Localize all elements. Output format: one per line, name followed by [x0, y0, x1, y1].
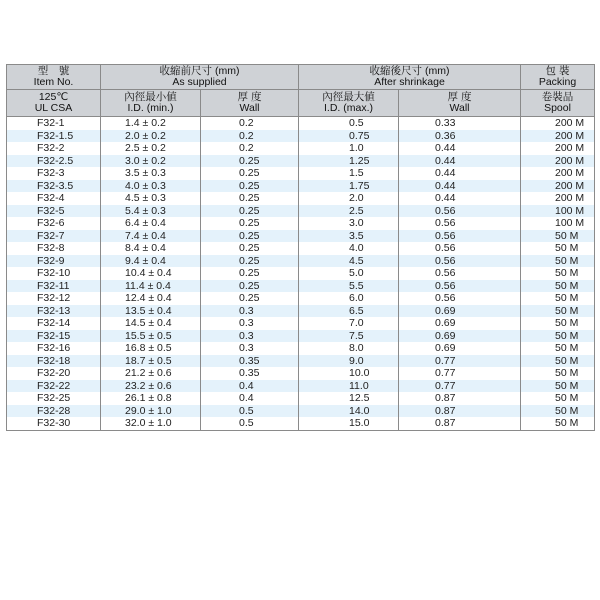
- item-no-header-zh: 型 號: [37, 65, 70, 77]
- table-row: [7, 142, 595, 155]
- wall-shrunk-cell: 0.69: [399, 305, 521, 318]
- spool-cell: 50 M: [521, 355, 595, 368]
- spool-cell: 200 M: [521, 167, 595, 180]
- header-row-sub: [7, 90, 595, 117]
- id-min-cell: 16.8 ± 0.5: [101, 342, 201, 355]
- id-max-cell: 3.5: [299, 230, 399, 243]
- id-max-cell: 11.0: [299, 380, 399, 393]
- wall-shrunk-cell: 0.87: [399, 392, 521, 405]
- id-min-cell: 9.4 ± 0.4: [101, 255, 201, 268]
- wall-shrunk-cell: 0.56: [399, 280, 521, 293]
- item-no-cell: F32-14: [7, 317, 101, 330]
- wall-supplied-cell: 0.35: [201, 355, 299, 368]
- item-no-cell: F32-9: [7, 255, 101, 268]
- wall-shrunk-cell: 0.87: [399, 405, 521, 418]
- item-no-cell: F32-18: [7, 355, 101, 368]
- item-no-header: [7, 65, 101, 90]
- id-max-cell: 1.0: [299, 142, 399, 155]
- wall-shrunk-cell: 0.33: [399, 117, 521, 130]
- as-supplied-header-zh: 收縮前尺寸 (mm): [159, 65, 240, 77]
- wall-shrunk-cell: 0.44: [399, 155, 521, 168]
- item-no-cell: F32-28: [7, 405, 101, 418]
- spool-cell: 50 M: [521, 417, 595, 430]
- packing-header-en: Packing: [538, 76, 577, 88]
- wall-shrunk-cell: 0.69: [399, 342, 521, 355]
- spool-cell: 200 M: [521, 142, 595, 155]
- wall-shrunk-cell: 0.77: [399, 355, 521, 368]
- table-row: [7, 130, 595, 143]
- item-no-cell: F32-13: [7, 305, 101, 318]
- table-row: [7, 280, 595, 293]
- id-min-cell: 2.5 ± 0.2: [101, 142, 201, 155]
- table-row: [7, 305, 595, 318]
- id-min-cell: 12.4 ± 0.4: [101, 292, 201, 305]
- id-max-cell: 5.5: [299, 280, 399, 293]
- spool-cell: 50 M: [521, 330, 595, 343]
- wall-shrunk-cell: 0.69: [399, 317, 521, 330]
- after-shrinkage-header-en: After shrinkage: [374, 76, 445, 88]
- wall-shrunk-header: [399, 90, 521, 117]
- id-min-cell: 23.2 ± 0.6: [101, 380, 201, 393]
- table-row: [7, 167, 595, 180]
- wall-shrunk-header-en: Wall: [449, 102, 470, 114]
- temperature-rating: 125℃: [38, 91, 69, 103]
- wall-supplied-header-en: Wall: [239, 102, 260, 114]
- wall-supplied-cell: 0.3: [201, 330, 299, 343]
- table-row: [7, 230, 595, 243]
- spool-cell: 100 M: [521, 205, 595, 218]
- item-no-cell: F32-12: [7, 292, 101, 305]
- wall-shrunk-cell: 0.56: [399, 230, 521, 243]
- wall-supplied-header: [201, 90, 299, 117]
- wall-shrunk-cell: 0.56: [399, 255, 521, 268]
- spool-cell: 200 M: [521, 155, 595, 168]
- spool-cell: 100 M: [521, 217, 595, 230]
- table-row: [7, 205, 595, 218]
- id-min-cell: 15.5 ± 0.5: [101, 330, 201, 343]
- wall-supplied-cell: 0.2: [201, 142, 299, 155]
- id-min-cell: 1.4 ± 0.2: [101, 117, 201, 130]
- id-min-cell: 10.4 ± 0.4: [101, 267, 201, 280]
- item-no-cell: F32-22: [7, 380, 101, 393]
- id-max-cell: 10.0: [299, 367, 399, 380]
- after-shrinkage-header-zh: 收縮後尺寸 (mm): [369, 65, 450, 77]
- table-row: [7, 355, 595, 368]
- spool-cell: 50 M: [521, 317, 595, 330]
- header-row-main: [7, 65, 595, 90]
- table-row: [7, 292, 595, 305]
- spool-cell: 50 M: [521, 280, 595, 293]
- wall-shrunk-cell: 0.56: [399, 242, 521, 255]
- table-row: [7, 267, 595, 280]
- id-min-cell: 26.1 ± 0.8: [101, 392, 201, 405]
- certification: UL CSA: [34, 102, 73, 114]
- wall-supplied-cell: 0.4: [201, 380, 299, 393]
- spool-cell: 50 M: [521, 267, 595, 280]
- wall-shrunk-cell: 0.69: [399, 330, 521, 343]
- wall-shrunk-cell: 0.56: [399, 217, 521, 230]
- item-no-cell: F32-10: [7, 267, 101, 280]
- item-no-cell: F32-15: [7, 330, 101, 343]
- table-row: [7, 417, 595, 430]
- id-max-cell: 6.0: [299, 292, 399, 305]
- table-row: [7, 317, 595, 330]
- id-max-cell: 4.0: [299, 242, 399, 255]
- spec-table: [6, 64, 595, 431]
- id-min-cell: 18.7 ± 0.5: [101, 355, 201, 368]
- as-supplied-header-en: As supplied: [172, 76, 227, 88]
- wall-supplied-cell: 0.25: [201, 205, 299, 218]
- item-no-cell: F32-2: [7, 142, 101, 155]
- spool-cell: 50 M: [521, 242, 595, 255]
- spool-cell: 50 M: [521, 405, 595, 418]
- wall-shrunk-cell: 0.44: [399, 167, 521, 180]
- id-max-cell: 3.0: [299, 217, 399, 230]
- table-row: [7, 155, 595, 168]
- table-row: [7, 117, 595, 130]
- id-min-cell: 11.4 ± 0.4: [101, 280, 201, 293]
- packing-header: [521, 65, 595, 90]
- id-min-cell: 8.4 ± 0.4: [101, 242, 201, 255]
- id-max-cell: 12.5: [299, 392, 399, 405]
- id-min-cell: 7.4 ± 0.4: [101, 230, 201, 243]
- id-max-header: [299, 90, 399, 117]
- id-max-cell: 2.0: [299, 192, 399, 205]
- wall-supplied-cell: 0.3: [201, 342, 299, 355]
- item-no-cell: F32-3.5: [7, 180, 101, 193]
- table-row: [7, 192, 595, 205]
- spool-cell: 50 M: [521, 392, 595, 405]
- wall-supplied-cell: 0.25: [201, 167, 299, 180]
- item-no-cell: F32-11: [7, 280, 101, 293]
- table-row: [7, 180, 595, 193]
- id-min-cell: 3.0 ± 0.2: [101, 155, 201, 168]
- id-min-header-zh: 內徑最小値: [124, 91, 177, 103]
- wall-supplied-cell: 0.2: [201, 130, 299, 143]
- id-max-cell: 2.5: [299, 205, 399, 218]
- wall-supplied-cell: 0.25: [201, 192, 299, 205]
- wall-supplied-cell: 0.5: [201, 405, 299, 418]
- id-max-cell: 4.5: [299, 255, 399, 268]
- item-no-cell: F32-6: [7, 217, 101, 230]
- spool-header-zh: 卷裝品: [541, 91, 574, 103]
- spool-cell: 50 M: [521, 230, 595, 243]
- table-body: [7, 117, 595, 431]
- id-min-header-en: I.D. (min.): [127, 102, 174, 114]
- wall-supplied-cell: 0.25: [201, 255, 299, 268]
- spool-cell: 50 M: [521, 367, 595, 380]
- wall-shrunk-cell: 0.87: [399, 417, 521, 430]
- after-shrinkage-header: [299, 65, 521, 90]
- spool-cell: 50 M: [521, 380, 595, 393]
- wall-supplied-cell: 0.3: [201, 305, 299, 318]
- spool-cell: 200 M: [521, 192, 595, 205]
- item-no-cell: F32-1: [7, 117, 101, 130]
- item-no-cell: F32-30: [7, 417, 101, 430]
- id-max-cell: 0.75: [299, 130, 399, 143]
- wall-supplied-cell: 0.25: [201, 267, 299, 280]
- wall-supplied-cell: 0.25: [201, 217, 299, 230]
- wall-shrunk-cell: 0.77: [399, 380, 521, 393]
- table-row: [7, 367, 595, 380]
- id-max-header-zh: 內徑最大値: [322, 91, 375, 103]
- wall-supplied-cell: 0.25: [201, 280, 299, 293]
- table-row: [7, 392, 595, 405]
- item-no-cell: F32-4: [7, 192, 101, 205]
- id-min-cell: 2.0 ± 0.2: [101, 130, 201, 143]
- wall-supplied-cell: 0.25: [201, 292, 299, 305]
- wall-shrunk-cell: 0.44: [399, 192, 521, 205]
- id-max-cell: 1.25: [299, 155, 399, 168]
- spool-cell: 50 M: [521, 305, 595, 318]
- wall-shrunk-cell: 0.56: [399, 205, 521, 218]
- wall-shrunk-cell: 0.44: [399, 142, 521, 155]
- item-no-header-en: Item No.: [33, 76, 74, 88]
- table-row: [7, 217, 595, 230]
- table-row: [7, 242, 595, 255]
- item-no-cell: F32-16: [7, 342, 101, 355]
- id-min-cell: 29.0 ± 1.0: [101, 405, 201, 418]
- id-max-cell: 0.5: [299, 117, 399, 130]
- table-row: [7, 330, 595, 343]
- item-no-cell: F32-3: [7, 167, 101, 180]
- id-min-cell: 4.5 ± 0.3: [101, 192, 201, 205]
- item-no-cell: F32-1.5: [7, 130, 101, 143]
- spool-cell: 50 M: [521, 292, 595, 305]
- item-no-cell: F32-7: [7, 230, 101, 243]
- wall-supplied-cell: 0.35: [201, 367, 299, 380]
- wall-shrunk-cell: 0.77: [399, 367, 521, 380]
- wall-supplied-cell: 0.3: [201, 317, 299, 330]
- id-max-cell: 8.0: [299, 342, 399, 355]
- wall-shrunk-cell: 0.44: [399, 180, 521, 193]
- wall-supplied-cell: 0.25: [201, 230, 299, 243]
- wall-shrunk-cell: 0.36: [399, 130, 521, 143]
- id-max-cell: 1.5: [299, 167, 399, 180]
- id-max-cell: 7.5: [299, 330, 399, 343]
- id-min-cell: 21.2 ± 0.6: [101, 367, 201, 380]
- spool-cell: 50 M: [521, 255, 595, 268]
- item-no-cell: F32-2.5: [7, 155, 101, 168]
- packing-header-zh: 包 裝: [545, 65, 570, 77]
- item-no-cell: F32-20: [7, 367, 101, 380]
- id-min-cell: 3.5 ± 0.3: [101, 167, 201, 180]
- wall-shrunk-header-zh: 厚 度: [447, 91, 472, 103]
- id-max-cell: 1.75: [299, 180, 399, 193]
- as-supplied-header: [101, 65, 299, 90]
- item-no-cell: F32-5: [7, 205, 101, 218]
- wall-supplied-cell: 0.4: [201, 392, 299, 405]
- spool-cell: 200 M: [521, 130, 595, 143]
- spool-cell: 200 M: [521, 180, 595, 193]
- wall-supplied-header-zh: 厚 度: [237, 91, 262, 103]
- id-max-cell: 5.0: [299, 267, 399, 280]
- wall-supplied-cell: 0.2: [201, 117, 299, 130]
- table-row: [7, 405, 595, 418]
- table-row: [7, 342, 595, 355]
- spool-header-en: Spool: [544, 102, 571, 114]
- id-max-cell: 15.0: [299, 417, 399, 430]
- wall-supplied-cell: 0.25: [201, 155, 299, 168]
- rating-header: [7, 90, 101, 117]
- id-max-cell: 14.0: [299, 405, 399, 418]
- id-min-cell: 13.5 ± 0.4: [101, 305, 201, 318]
- id-max-header-en: I.D. (max.): [324, 102, 373, 114]
- wall-supplied-cell: 0.5: [201, 417, 299, 430]
- spool-cell: 200 M: [521, 117, 595, 130]
- spool-cell: 50 M: [521, 342, 595, 355]
- id-min-cell: 4.0 ± 0.3: [101, 180, 201, 193]
- id-max-cell: 6.5: [299, 305, 399, 318]
- id-min-cell: 14.5 ± 0.4: [101, 317, 201, 330]
- spool-header: [521, 90, 595, 117]
- wall-shrunk-cell: 0.56: [399, 267, 521, 280]
- id-min-cell: 6.4 ± 0.4: [101, 217, 201, 230]
- table-row: [7, 380, 595, 393]
- id-min-cell: 5.4 ± 0.3: [101, 205, 201, 218]
- id-min-header: [101, 90, 201, 117]
- id-max-cell: 9.0: [299, 355, 399, 368]
- table-row: [7, 255, 595, 268]
- item-no-cell: F32-25: [7, 392, 101, 405]
- wall-shrunk-cell: 0.56: [399, 292, 521, 305]
- id-min-cell: 32.0 ± 1.0: [101, 417, 201, 430]
- id-max-cell: 7.0: [299, 317, 399, 330]
- wall-supplied-cell: 0.25: [201, 180, 299, 193]
- wall-supplied-cell: 0.25: [201, 242, 299, 255]
- item-no-cell: F32-8: [7, 242, 101, 255]
